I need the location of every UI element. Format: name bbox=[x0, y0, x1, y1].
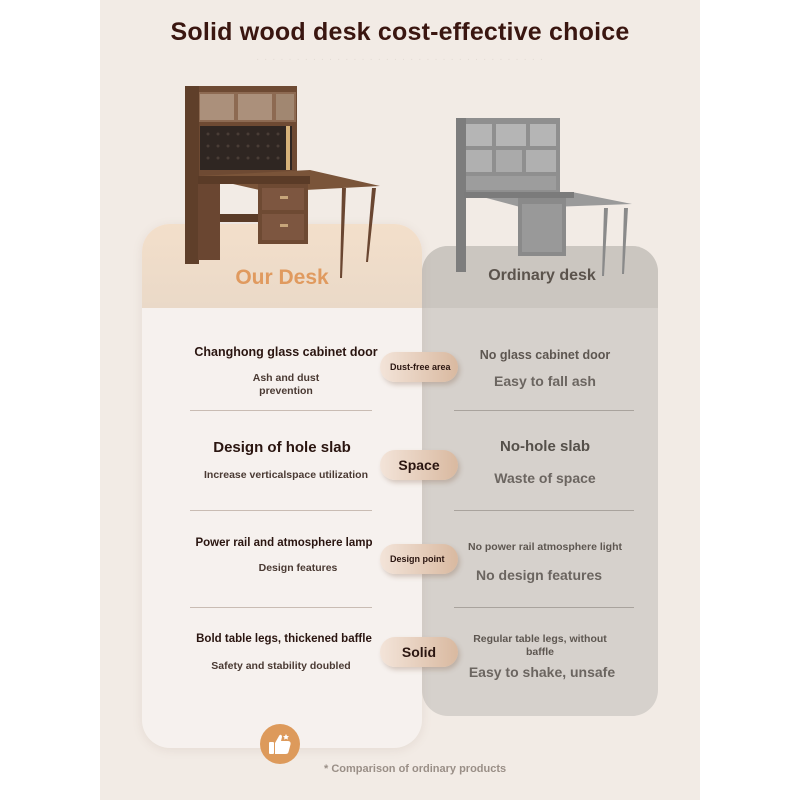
row2-our-title: Design of hole slab bbox=[213, 439, 351, 456]
row1-our-desc: Ash and dust prevention bbox=[252, 372, 320, 397]
row1-pill: Dust-free area bbox=[380, 352, 458, 382]
row2-pill: Space bbox=[380, 450, 458, 480]
row3-pill: Design point bbox=[380, 544, 458, 574]
row3-our-title: Power rail and atmosphere lamp bbox=[195, 537, 373, 549]
row2-divider-right bbox=[454, 510, 634, 511]
row2-divider-left bbox=[190, 510, 372, 511]
row1-our-title: Changhong glass cabinet door bbox=[194, 345, 378, 359]
row1-ord-desc: Easy to fall ash bbox=[494, 373, 596, 389]
row1-divider-left bbox=[190, 410, 372, 411]
comparison-page bbox=[100, 0, 700, 800]
row3-ord-desc: No design features bbox=[475, 567, 603, 583]
our-desk-label: Our Desk bbox=[235, 266, 329, 289]
row4-ord-title: Regular table legs, without baffle bbox=[473, 633, 607, 658]
footnote: * Comparison of ordinary products bbox=[324, 763, 507, 775]
our-desk-image bbox=[180, 84, 382, 280]
row4-our-title: Bold table legs, thickened baffle bbox=[196, 633, 372, 645]
thumbs-up-icon bbox=[260, 724, 300, 764]
row2-ord-desc: Waste of space bbox=[494, 470, 596, 486]
ordinary-desk-image bbox=[452, 116, 636, 280]
ordinary-desk-label: Ordinary desk bbox=[488, 267, 596, 284]
page-title: Solid wood desk cost-effective choice bbox=[170, 18, 630, 46]
row1-divider-right bbox=[454, 410, 634, 411]
row4-our-desc: Safety and stability doubled bbox=[211, 660, 351, 672]
row4-pill: Solid bbox=[380, 637, 458, 667]
row3-ord-title: No power rail atmosphere light bbox=[467, 541, 623, 553]
row4-ord-desc: Easy to shake, unsafe bbox=[468, 664, 616, 680]
row2-ord-title: No-hole slab bbox=[499, 438, 590, 455]
row3-divider-left bbox=[190, 607, 372, 608]
row2-our-desc: Increase verticalspace utilization bbox=[204, 469, 368, 481]
row1-ord-title: No glass cabinet door bbox=[479, 348, 611, 362]
faint-divider: · · · · · · · · · · · · · · · · · · · · · · · · · · · · · · · · · · · · bbox=[255, 54, 545, 65]
row3-our-desc: Design features bbox=[258, 562, 338, 574]
row3-divider-right bbox=[454, 607, 634, 608]
